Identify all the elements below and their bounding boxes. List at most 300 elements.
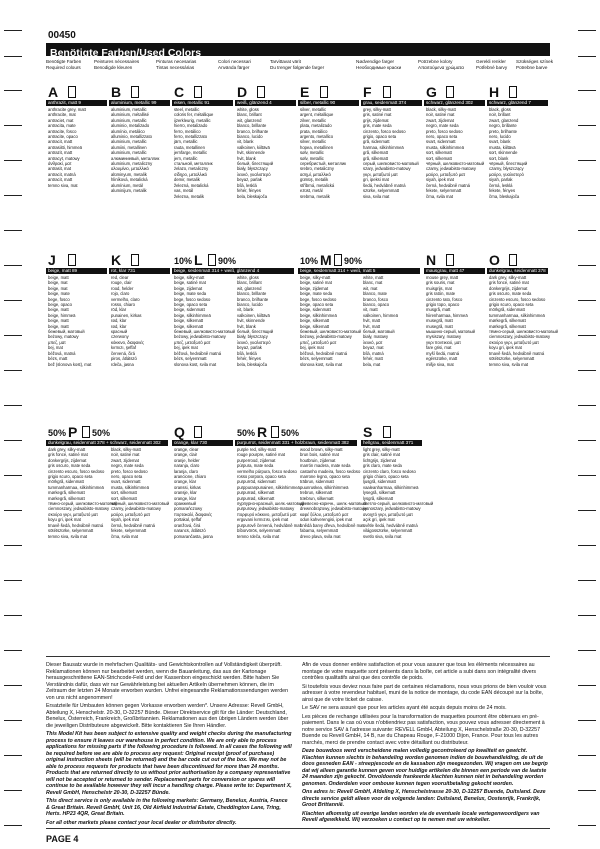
paragraph: Klachten afkomstig uit overige landen worden via de eventuele locale vertegenwoordigers van Revell afgewikkeld. Wij verzoeken u contact op te nemen met uw winkelier. (302, 810, 540, 823)
translation-line: črna, svila mat (426, 193, 453, 199)
paragraph: Le SAV ne sera assuré que pour les articles ayant été acquis depuis moins de 24 mois. (302, 705, 507, 711)
color-swatch-f (361, 84, 422, 244)
translation-line: fehér, matt (363, 356, 383, 362)
translation-line: beige, opaco (48, 302, 72, 308)
translation-line: ferro, metallizzato (174, 134, 208, 140)
translation-line: világosszürke, selyemmatt (363, 528, 413, 534)
translation-line: hvit, blank (237, 323, 256, 329)
translation-line: črna, svila mat (111, 533, 138, 539)
color-letter: N (426, 252, 437, 268)
translation-line: λευκό, γυαλιστερό (237, 171, 271, 177)
translation-line: purppuranpunainen, silkinhimmeä (237, 484, 300, 490)
color-letter: E (300, 84, 310, 100)
translation-line: hvit, blank (237, 155, 256, 161)
translation-line: srebrna, metalik (300, 193, 330, 199)
translation-line: beyaz, mat (363, 345, 384, 351)
translation-line: donkergrijs, zijdemat (489, 285, 528, 291)
translation-line: naranja, claro (174, 463, 200, 469)
translation-line: koyu gri, ipek mat (48, 517, 81, 523)
translation-line: valkoinen, kiiltävä (237, 312, 270, 318)
color-letter: R (257, 424, 268, 440)
paragraph: Deze bouwdoos werd verscheidene malen volledig gecontroleerd op kwaliteit en gewicht. Klachten kunnen slechts in behandeling worden genomen indien de bouwhandleiding, de uit de doos gesneden EAN - streepjescode en de kassabon zijn meegezonden. Wij vragen om uw begrip dat wij alleen garantie kunnen geven voor huidige artikelen die binnen een periode van de laatste 24 maanden zijn gekocht. Onvoldoende frankeerde klachten kunnen niet in behandeling worden genomen. Onderdelen voor ombouw kunnen tegen vooruitbetaling gekocht worden. (302, 748, 548, 787)
swatch-header (361, 84, 422, 100)
translation-line: oranžová, čirá (174, 522, 201, 528)
translation-line: fekete, selyemmatt (111, 528, 147, 534)
translation-line: μαύρο, γυαλιστερό (489, 171, 524, 177)
swatch-header (298, 252, 363, 268)
translation-line: grå, silkematt (363, 155, 388, 161)
translation-line: ανοιχτό γκρι, μεταξωτό ματ (363, 511, 413, 517)
lang-item: Szükséges színek (516, 59, 554, 64)
translation-line: алюминиевый, металлик (111, 155, 160, 161)
translation-line: temno rdeča, svila mat (237, 533, 280, 539)
translation-line: musegrå, matt (426, 323, 453, 329)
translation-line: röd, klar (111, 307, 127, 313)
translation-line: bege, fosco (48, 296, 70, 302)
swatch-header (172, 424, 233, 440)
translation-line: bej, ipek mat (300, 345, 324, 351)
translation-line: mørkegrå, silkematt (48, 495, 85, 501)
translation-line: purpurrød, silkematt (237, 490, 275, 496)
translation-line: bej, mat (48, 345, 63, 351)
color-letter: Q (174, 424, 185, 440)
color-swatch-c (172, 84, 233, 244)
color-title: beige, seidenmatt 314 + weiß, glänzend 4 (172, 268, 294, 274)
translation-line: beige, sidenmatt (174, 307, 205, 313)
translation-line: чёрный, блестящий (489, 161, 528, 167)
translation-line: černá, hedvábně matná (111, 522, 155, 528)
translation-line: lichtgrijs, zijdemat (363, 457, 397, 463)
swatch-header (46, 424, 111, 440)
translation-line: tmavě šedá, hedvábně matná (489, 350, 545, 356)
translation-line: beige, mat (48, 280, 68, 286)
mix-percent: 50% (48, 428, 67, 438)
page-number: PAGE 4 (46, 834, 79, 844)
translation-line: beige, silky-matt (300, 275, 331, 280)
translation-line: gris clair, satiné mat (363, 452, 401, 458)
translation-line: стальной, металлик (174, 161, 213, 167)
translation-line: rouge, clair (111, 280, 132, 286)
translation-line: beige, silkematt (174, 323, 204, 329)
paragraph: For all other markets please contact your local dealer or distributor directly. (46, 819, 237, 826)
translation-line: béžová, hedvábně matná (174, 350, 222, 356)
translation-line: tummanharmaa, silkinhimmeä (48, 484, 104, 490)
translation-line: rood, helder (111, 285, 134, 291)
translation-line: brun bois, satiné mat (300, 452, 339, 458)
paragraph: Ersatzteile für Umbauten können gegen Vorkasse erworben werden*. Unsere Adresse: Revell GmbH, Abteilung X, Henschelstr. 20-30, D-32257 Bünde. Dieser Direktservice gilt für die Länder: Deutschland, Benelux, Österreich, Frankreich, Großbritannien. Reklamationen aus den übrigen Ländern werden über die jeweiligen Distributeure abgewickelt. Bitte kontaktieren Sie Ihren Händler. (46, 703, 289, 729)
lang-item: Du trenger følgende farger (270, 65, 325, 70)
translation-line: czarny, błyszczący (489, 166, 524, 172)
translation-line: açık gri, ipek mat (363, 517, 395, 523)
swatch-box-icon (208, 254, 216, 266)
translation-line: kırmızı, şeffaf (111, 345, 137, 351)
translation-line: nero, lucido (489, 134, 511, 140)
mix-percent: 50% (92, 428, 111, 438)
translation-line: biały, błyszczący (237, 334, 268, 340)
translation-line: rouge pourpre, satiné mat (237, 452, 285, 458)
translation-line: purple red, silky-matt (237, 447, 276, 452)
translation-line: branco, brilhante (237, 128, 269, 134)
translation-line: siyah, ipek mat (426, 177, 454, 183)
translation-line: tummanharmaa, silkinhimmeä (489, 312, 545, 318)
color-title: schwarz, glänzend 7 (487, 100, 548, 106)
lang-item: Använda färger (218, 65, 250, 70)
translation-line: чёрный, шелковисто-матовый (111, 501, 170, 507)
translation-line: tmavě šedá, hedvábně matná (48, 522, 104, 528)
translation-line: koyu gri, ipek mat (489, 345, 522, 351)
translation-line: harmaa, silkinhimmeä (363, 144, 404, 150)
translation-line: antracit, matt (48, 177, 73, 183)
translation-line: серебристый, металлик (300, 161, 347, 167)
swatch-header (235, 84, 296, 100)
translation-line: bela, bleskajoča (237, 193, 268, 199)
translation-line: aluminio, metalizado (111, 123, 150, 129)
translation-line: aluminium, metallic (111, 139, 147, 145)
swatch-header (235, 252, 296, 268)
translation-line: żelazo, metaliczny (174, 166, 209, 172)
translation-line: rød, klar (111, 318, 127, 324)
translation-line: sort, silkematt (111, 490, 137, 496)
translation-line: тёмно-серый, шелковисто-матовый (489, 329, 558, 335)
translation-line: antracyt, matowy (48, 155, 80, 161)
translation-line: sötétszürke, selyemmatt (489, 356, 535, 362)
mix-percent: 90% (344, 256, 363, 266)
translation-line: mørkegrå, silkematt (489, 318, 526, 324)
color-row (46, 252, 558, 412)
translation-line: narancs, átlátszó (174, 528, 206, 534)
translation-line: dark grey, silky-matt (48, 447, 86, 452)
translation-line: sort, silkematt (111, 495, 137, 501)
translation-line: jasnoszary, jedwabisto-matowy (363, 506, 421, 512)
lang-item: Peintures nécessaires (94, 59, 140, 64)
translation-line: sort, blank (489, 155, 509, 161)
translation-line: antracit, matná (48, 171, 76, 177)
translation-line: alüminyum, metalik (111, 171, 147, 177)
translation-line: lysgrå, silkematt (363, 495, 394, 501)
color-swatch-g (424, 84, 485, 244)
translation-line: grigio scuro, opaco seta (48, 474, 93, 480)
translation-line: musta, silkinhimmeä (111, 484, 149, 490)
translation-line: preto, fosco sedoso (111, 468, 148, 474)
translation-line: szürke, selyemmatt (363, 188, 400, 194)
swatch-header (109, 424, 170, 440)
swatch-box-icon (194, 426, 202, 438)
translation-line: červená, čirá (111, 350, 135, 356)
translation-line: ezüst, metál (300, 188, 323, 194)
translation-line: καφέ ξύλου, μεταξωτό ματ (300, 511, 349, 517)
translation-line: bela, bleskajoča (237, 361, 268, 367)
translation-line: bíborvörös, selyemmatt (237, 528, 281, 534)
translation-line: beige, satiné mat (174, 280, 206, 286)
translation-line: blanc, brillant (237, 280, 262, 286)
translation-line: jernfarge, metallic (174, 150, 208, 156)
color-title: aluminium, metallic 99 (109, 100, 170, 106)
translation-line: musegrå, matt (426, 318, 453, 324)
color-swatch-l2 (235, 252, 296, 412)
translation-line: ijzerkleurig, metallic (174, 117, 211, 123)
translation-line: beige, matt (48, 323, 69, 329)
translation-line: γκρι, μεταξωτό ματ (363, 171, 398, 177)
paragraph: Les pièces de rechange utilisées pour la transformation de maquettes pourront être obtenues en pré-paiement. Dans le cas où vous n'obtiendriez pas satisfaction, vous pouvez vous adresser directement à notre service SAV à l'adresse suivante: REVELL GmbH, Abteilung X, Henschelstraße 20-30, D-32257 Buende ou Revell GmbH, 14 B, rue du Chapeau Rouge, F-21000 Dijon, France. Pour tous les autres marchés, merci de prendre contact avec votre détaillant ou distributeur. (302, 713, 545, 746)
translation-line: ljusgrå, sidenmatt (363, 479, 396, 485)
translation-line: μαύρο, μεταξωτό ματ (111, 511, 151, 517)
translation-line: portakal, şeffaf (174, 517, 202, 523)
translation-line: bézs, selyemmatt (174, 356, 207, 362)
translation-line: beige, zijdemat (174, 285, 203, 291)
translation-line: mörkgrå, sidenmatt (489, 307, 525, 313)
translation-line: vit, blank (237, 307, 254, 313)
translation-line: vermelho púrpura, fosco sedoso (237, 468, 297, 474)
translation-line: sötétszürke, selyemmatt (48, 528, 94, 534)
translation-line: noir, brillant (489, 112, 511, 118)
translation-line: egérszürke, matt (426, 356, 458, 362)
translation-line: fare grisi, mat (426, 345, 452, 351)
translation-line: grigio, opaco seta (363, 134, 397, 140)
lang-item: Potrzebne kolory (418, 59, 453, 64)
translation-line: drevo plava, svila mat (300, 533, 341, 539)
translation-line: zwart, zijdemat (111, 457, 139, 463)
paragraph: This Model Kit has been subject to extensive quality and weight checks during the manufacturing process to ensure it leaves our warehouse in perfect condition. We are only able to process applications for missing parts if the following procedure is followed. In all cases the following will be required before we are able to process any request: Original receipt (proof of purchase) original instruction sheets (will be returned) and the bar code cut out of the box. We may not be able to process requests for products that have been discontinued for more than 24 months. Products that are returned directly to us without prior authorisation by a company representative will not be accepted or returned to sender. Replacement parts for conversion or spares will continue to be available however they will incur a handling charge. Please write to: Department X, Revell GmbH, Henschelstr 20-30, D-32257 Bünde. (46, 731, 292, 796)
translation-line: preto, brilhante (489, 128, 517, 134)
lang-item: Potřebné barvy (476, 65, 508, 70)
translation-line: vaaleanharmaa, silkinhimmeä (363, 484, 419, 490)
color-letter: J (48, 252, 56, 268)
complaints-text-left (46, 662, 292, 828)
paragraph: Dieser Bausatz wurde in mehrfachen Qualitäts- und Gewichtskontrollen auf Vollständigkeit überprüft. Reklamationen können nur bearbeitet werden, wenn die Bauanleitung, das aus der Kartonage herausgeschnittene EAN-Strichcode-Feld und der Kassenbon eingeschickt werden. Bitte haben Sie Verständnis dafür, dass wir nur Gewährleistung bei aktuellen Artikeln übernehmen können, die im Zeitraum der letzten 24 Monate erworben wurden. Unfrei eingesandte Reklamationssendungen werden von uns nicht angenommen! (46, 662, 289, 701)
translation-line: antracite, opaco (48, 134, 78, 140)
translation-line: sort, silkematt (426, 150, 452, 156)
color-title: anthrazit, matt 9 (46, 100, 107, 106)
translation-line: oranje, helder (174, 457, 200, 463)
color-swatch-d (235, 84, 296, 244)
translation-line: gris, mate seda (363, 123, 392, 129)
translation-line: rosso, chiaro (111, 302, 135, 308)
translation-line: antraciet, mat (48, 117, 74, 123)
translation-line: blanc, brillant (237, 112, 262, 118)
translation-line: antracite, fosco (48, 128, 77, 134)
translation-line: puunruskea, silkinhimmeä (300, 484, 349, 490)
translation-line: beige, silkematt (300, 323, 330, 329)
swatch-header (424, 252, 485, 268)
translation-line: plata, metalizado (300, 123, 332, 129)
translation-line: σκούρο γκρι, μεταξωτό ματ (489, 339, 539, 345)
color-letter: F (363, 84, 372, 100)
color-swatch-q (172, 424, 233, 584)
translation-line: antracita, mate (48, 123, 76, 129)
lang-item: Gerekli renkler (476, 59, 506, 64)
swatch-header (361, 424, 422, 440)
color-letter: O (489, 252, 500, 268)
translation-line: bílá, lesklá (237, 350, 257, 356)
swatch-header (46, 84, 107, 100)
swatch-box-icon (82, 426, 90, 438)
translation-line: vermelho, claro (111, 296, 140, 302)
swatch-box-icon (68, 86, 76, 98)
translation-line: beige, mate (48, 291, 70, 297)
lang-item: Required colours (46, 65, 81, 70)
language-legend (46, 59, 554, 72)
translation-line: temno siva, mat (48, 182, 78, 188)
translation-line: hvit, matt (363, 318, 380, 324)
translation-line: cinzento claro, fosco sedoso (363, 468, 416, 474)
color-title: hellgrau, seidenmatt 371 (361, 440, 422, 446)
translation-line: siva, svila mat (363, 193, 390, 199)
color-letter: G (426, 84, 437, 100)
translation-line: мышино-серый, матовый (426, 329, 475, 335)
translation-line: béžová, matná (48, 350, 76, 356)
color-letter: S (363, 424, 373, 440)
page-code: 00450 (48, 30, 76, 41)
color-swatch-n (424, 252, 485, 412)
swatch-header (298, 84, 359, 100)
translation-line: cinzento, fosco sedoso (363, 128, 406, 134)
translation-line: hvit, matt (363, 323, 380, 329)
translation-line: pomarańczowy (174, 506, 203, 512)
translation-line: bézs, selyemmatt (300, 356, 333, 362)
translation-line: orange, klar (174, 495, 197, 501)
translation-line: black, silky-matt (111, 447, 141, 452)
swatch-box-icon (509, 86, 517, 98)
translation-line: piros, átlátszó (111, 356, 137, 362)
translation-line: hliníková, metalická (111, 177, 148, 183)
translation-line: czerwony (111, 334, 129, 340)
color-title: schwarz, glänzend 302 (424, 100, 485, 106)
translation-line: gris oscuro, mate seda (48, 463, 91, 469)
color-title: orange, klar 730 (172, 440, 233, 446)
translation-line: gris claro, mate seda (363, 463, 402, 469)
translation-line: marrón madera, mate seda (300, 463, 351, 469)
translation-line: fehér, fényes (237, 356, 261, 362)
mix-percent: 50% (237, 428, 256, 438)
translation-line: aluminium, metallic (111, 117, 147, 123)
color-swatch-b (109, 84, 170, 244)
translation-line: red, clear (111, 275, 129, 280)
translation-line: preto, fosco sedoso (426, 128, 463, 134)
swatch-box-icon (320, 86, 328, 98)
color-title: dunkelgrau, seidenmatt 378 (487, 268, 548, 274)
translation-line: vas, metál (174, 188, 194, 194)
translation-line: czarny, jedwabisto-matowy (111, 506, 161, 512)
translation-line: rød, klar (111, 323, 127, 329)
translation-line: wit, glanzend (237, 285, 262, 291)
translation-line: mišje siva, mat (426, 361, 454, 367)
translation-line: antrasiitti, himmeä (48, 144, 82, 150)
translation-line: sort, silkematt (426, 155, 452, 161)
color-row (46, 424, 550, 584)
translation-line: λευκό, ματ (363, 339, 383, 345)
mix-percent: 10% (300, 256, 319, 266)
lang-item: Benötigte Farben (46, 59, 82, 64)
translation-line: temno siva, svila mat (48, 533, 88, 539)
translation-line: silver, metallic (300, 107, 327, 112)
translation-line: black, gloss (489, 107, 511, 112)
translation-line: beige, sidenmatt (300, 307, 331, 313)
swatch-header (298, 424, 359, 440)
color-letter: P (68, 424, 78, 440)
translation-line: серый, шелковисто-матовый (363, 161, 419, 167)
translation-line: beige, silkematt (174, 318, 204, 324)
translation-line: beige, matt (48, 318, 69, 324)
translation-line: argent, métallique (300, 112, 334, 118)
lang-item: Pinturas necesarias (156, 59, 197, 64)
translation-line: béžová, hedvábně matná (300, 350, 348, 356)
mix-percent: 90% (218, 256, 237, 266)
translation-line: white, matt (363, 275, 384, 280)
translation-line: träbrun, sidenmatt (300, 479, 334, 485)
translation-line: blanco, brillante (237, 123, 267, 129)
divider (46, 656, 550, 657)
translation-line: μπεζ, μεταξωτό ματ (300, 339, 337, 345)
translation-line: svart, sidenmatt (426, 139, 456, 145)
paragraph: This direct service is only available in the following markets: Germany, Benelux, Austria, France & Great Britain. Revell GmbH, Unit 16, Old Airfield Industrial Estate, Cheddington Lane, Tring, Herts. HP23 4QR, Great Britain. (46, 798, 288, 817)
translation-line: gris, satiné mat (363, 112, 392, 118)
translation-line: bianco, lucido (237, 134, 263, 140)
translation-line: бежевый, шелковисто-матовый (174, 329, 236, 335)
translation-line: beżowy, matowy (48, 334, 79, 340)
translation-line: σίδηρο, μεταλλικό (174, 171, 207, 177)
translation-line: grigio topo, opaco (426, 302, 460, 308)
translation-line: železná, metalická (174, 182, 209, 188)
translation-line: stříbrná, metalická (300, 182, 335, 188)
translation-line: slonova kost, svila mat (300, 361, 343, 367)
translation-line: orange, klar (174, 479, 197, 485)
translation-line: white, gloss (237, 275, 259, 280)
translation-line: szary, jedwabisto-matowy (363, 166, 411, 172)
translation-line: odun kahverengisi, ipek mat (300, 517, 353, 523)
color-letter: A (48, 84, 59, 100)
color-title: beige, matt 89 (46, 268, 107, 274)
translation-line: branco, fosco (363, 296, 389, 302)
color-letter: K (111, 252, 122, 268)
translation-line: siyah, ipek mat (111, 517, 139, 523)
color-title: weiß, glänzend 4 (235, 100, 296, 106)
translation-line: gris souris, mat (426, 280, 455, 286)
translation-line: černá, hedvábně matná (426, 182, 470, 188)
mix-percent: 10% (174, 256, 193, 266)
translation-line: beżowy, jedwabisto-matowy (300, 334, 352, 340)
translation-line: purpurowy, jedwabisto-matowy (237, 506, 295, 512)
translation-line: blanco, mate (363, 291, 387, 297)
translation-line: bílá, matná (363, 350, 384, 356)
translation-line: argento, metallico (300, 134, 334, 140)
translation-line: beige, satiné mat (300, 280, 332, 286)
swatch-header (361, 252, 422, 268)
translation-line: white, gloss (237, 107, 259, 112)
lang-item: Potrebne barve (516, 65, 548, 70)
translation-line: czarny, jedwabisto-matowy (426, 166, 476, 172)
translation-line: bézs, matt (48, 356, 68, 362)
translation-line: alumínium, metál (111, 182, 143, 188)
translation-line: marrone legno, opaco seta (300, 474, 350, 480)
translation-line: bílá, lesklá (237, 182, 257, 188)
translation-line: noir, satiné mat (111, 452, 140, 458)
translation-line: arancione, chiaro (174, 474, 207, 480)
translation-line: černá, lesklá (489, 182, 513, 188)
translation-line: aluminium, metallic (111, 107, 147, 112)
translation-line: antracit, matt (48, 139, 73, 145)
translation-line: beyaz, parlak (237, 345, 262, 351)
translation-line: белый, матовый (363, 329, 395, 335)
color-swatch-r2 (298, 424, 367, 584)
color-swatch-m2 (361, 252, 422, 412)
translation-line: črna, bleskajoča (489, 193, 520, 199)
translation-line: nero, opaco seta (426, 134, 458, 140)
translation-line: άνθρακί, ματ (48, 161, 72, 167)
translation-line: alumiini, metallinen (111, 144, 147, 150)
translation-line: beige, himmeä (48, 312, 76, 318)
swatch-box-icon (131, 86, 139, 98)
translation-line: silver, metallic (300, 139, 327, 145)
